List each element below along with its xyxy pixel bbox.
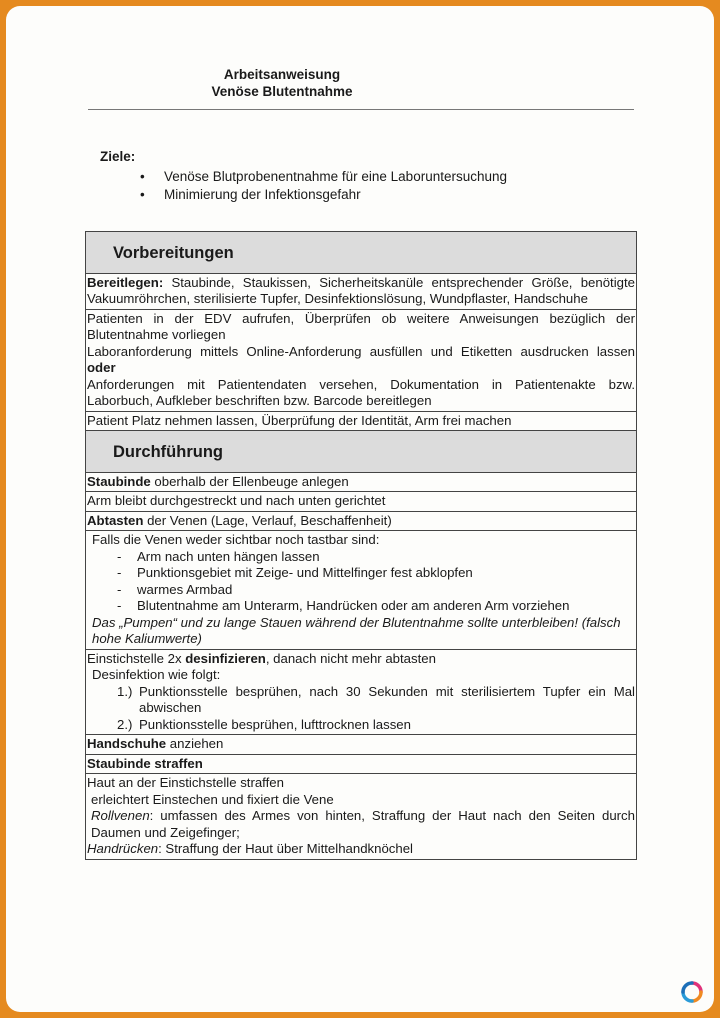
circular-arrows-logo-icon: [680, 980, 704, 1004]
warning-note: Das „Pumpen“ und zu lange Stauen während der Blutentnahme sollte unterbleiben! (falsch hohe Kaliumwerte): [92, 614, 621, 646]
list-item: 1.) Punktionsstelle besprühen, nach 30 Sekunden mit sterilisiertem Tupfer ein Mal abwischen: [117, 683, 635, 715]
section-heading-preparation: Vorbereitungen: [86, 232, 637, 274]
goals-title: Ziele:: [100, 149, 136, 164]
goals-list: [100, 168, 507, 203]
table-row: Patienten in der EDV aufrufen, Überprüfen ob weitere Anweisungen bezüglich der Blutentnahme vorliegen Laboranforderung mittels Online-Anforderung ausfüllen und Etiketten ausdrucken lassen oder Anforderungen mit Patientendaten versehen, Dokumentation in Patientenakte bzw. Laborbuch, Aufkleber beschriften bzw. Barcode bereitlegen: [86, 309, 637, 411]
goals-section: [100, 149, 507, 203]
list-item: - warmes Armbad: [137, 582, 635, 599]
table-row: Haut an der Einstichstelle straffen erleichtert Einstechen und fixiert die Vene Rollvenen: umfassen des Armes von hinten, Straffung der Haut nach den Seiten durch Daumen und Zeigefinger; Handrücken: Straffung der Haut über Mittelhandknöchel: [86, 774, 637, 860]
document-subtitle: Venöse Blutentnahme: [211, 84, 353, 99]
procedure-table: [85, 231, 637, 860]
table-row: Arm bleibt durchgestreckt und nach unten gerichtet: [86, 492, 637, 512]
table-row: Handschuhe anziehen: [86, 735, 637, 755]
table-row: Staubinde straffen: [86, 754, 637, 774]
table-row: Staubinde oberhalb der Ellenbeuge anlegen: [86, 472, 637, 492]
table-row: Falls die Venen weder sichtbar noch tastbar sind: - Arm nach unten hängen lassen - Punktionsgebiet mit Zeige- und Mittelfinger fest abklopfen - warmes Armbad - Blutentnahme am Unterarm, Handrücken oder am anderen Arm vorziehen Das „Pumpen“ und zu lange Stauen während der Blutentnahme sollte unterbleiben! (falsch hohe Kaliumwerte): [86, 531, 637, 650]
table-row: Abtasten der Venen (Lage, Verlauf, Beschaffenheit): [86, 511, 637, 531]
list-item: - Arm nach unten hängen lassen: [137, 549, 635, 566]
list-item: 2.) Punktionsstelle besprühen, lufttrocknen lassen: [117, 716, 411, 732]
disinfection-steps: [87, 684, 635, 734]
document-page: [6, 6, 714, 1012]
table-row: Bereitlegen: Staubinde, Staukissen, Sicherheitskanüle entsprechender Größe, benötigte Vakuumröhrchen, sterilisierte Tupfer, Desinfektionslösung, Wundpflaster, Handschuhe: [86, 273, 637, 309]
list-item: - Blutentnahme am Unterarm, Handrücken oder am anderen Arm vorziehen: [137, 598, 635, 615]
table-row: Einstichstelle 2x desinfizieren, danach nicht mehr abtasten Desinfektion wie folgt: 1.) Punktionsstelle besprühen, nach 30 Sekunden mit sterilisiertem Tupfer ein Mal abwischen 2.) Punktionsstelle besprühen, lufttrocknen lassen: [86, 649, 637, 735]
table-row: Patient Platz nehmen lassen, Überprüfung der Identität, Arm frei machen: [86, 411, 637, 431]
section-heading-procedure: Durchführung: [86, 431, 637, 473]
header-divider: [88, 109, 634, 110]
vein-tips-list: [87, 549, 635, 615]
list-item: - Punktionsgebiet mit Zeige- und Mittelfinger fest abklopfen: [137, 565, 635, 582]
goal-item: • Venöse Blutprobenentnahme für eine Laboruntersuchung: [164, 168, 507, 186]
goal-item: • Minimierung der Infektionsgefahr: [164, 186, 507, 204]
document-title: Arbeitsanweisung: [223, 67, 341, 82]
document-header: [6, 66, 558, 100]
